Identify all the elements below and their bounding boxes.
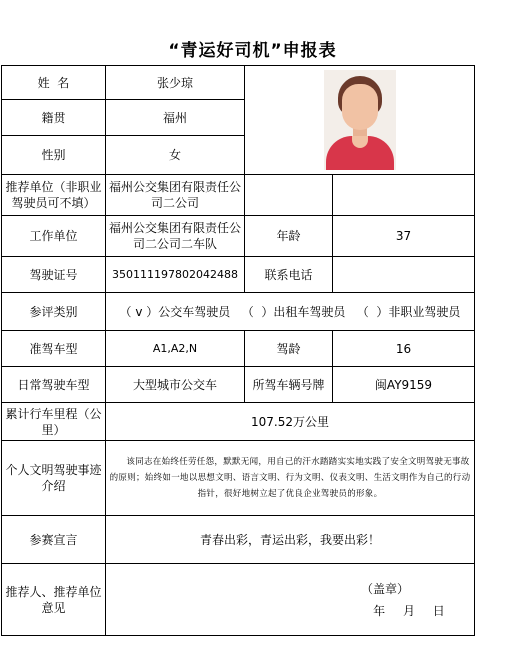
mileage-label: 累计行车里程（公里） xyxy=(2,403,106,441)
category-value: （ v ）公交车驾驶员 （ ）出租车驾驶员 （ ）非职业驾驶员 xyxy=(106,293,475,331)
intro-text xyxy=(106,441,475,516)
plate-label: 所驾车辆号牌 xyxy=(245,367,333,403)
driving-years-label: 驾龄 xyxy=(245,331,333,367)
gender-value: 女 xyxy=(106,136,245,175)
work-unit-value: 福州公交集团有限责任公司二公司二车队 xyxy=(106,216,245,257)
intro-label: 个人文明驾驶事迹介绍 xyxy=(2,441,106,516)
form-title: “青运好司机”申报表 xyxy=(168,41,337,61)
daily-vehicle-value: 大型城市公交车 xyxy=(106,367,245,403)
origin-value: 福州 xyxy=(106,100,245,136)
driving-years-value: 16 xyxy=(333,331,475,367)
intro-value: 该同志在始终任劳任怨，默默无闻，用自己的汗水踏踏实实地实践了安全文明驾驶无事故的原则；始终如一地以思想文明、语言文明、行为文明、仪表文明、生活文明作为自己的行动指针，很好地树立起了优良企业驾驶员的形象。 xyxy=(109,457,471,499)
name-value: 张少琼 xyxy=(106,66,245,100)
recommender-blank-1 xyxy=(245,175,333,216)
seal-text: （盖章） xyxy=(360,581,409,596)
category-label: 参评类别 xyxy=(2,293,106,331)
vehicle-class-value: A1,A2,N xyxy=(106,331,245,367)
application-form-table xyxy=(1,65,475,636)
plate-value: 闽AY9159 xyxy=(333,367,475,403)
phone-value xyxy=(333,257,475,293)
recommender-value: 福州公交集团有限责任公司二公司 xyxy=(106,175,245,216)
declaration-value: 青春出彩，青运出彩，我要出彩！ xyxy=(106,516,475,564)
license-value: 350111197802042488 xyxy=(106,257,245,293)
applicant-photo xyxy=(324,70,396,170)
opinion-cell xyxy=(106,564,475,636)
date-text: 年 月 日 xyxy=(373,603,445,618)
gender-label: 性别 xyxy=(2,136,106,175)
declaration-label: 参赛宣言 xyxy=(2,516,106,564)
work-unit-label: 工作单位 xyxy=(2,216,106,257)
age-label: 年龄 xyxy=(245,216,333,257)
recommender-blank-2 xyxy=(333,175,475,216)
opinion-label: 推荐人、推荐单位意见 xyxy=(2,564,106,636)
recommender-label: 推荐单位（非职业驾驶员可不填） xyxy=(2,175,106,216)
license-label: 驾驶证号 xyxy=(2,257,106,293)
phone-label: 联系电话 xyxy=(245,257,333,293)
vehicle-class-label: 准驾车型 xyxy=(2,331,106,367)
origin-label: 籍贯 xyxy=(2,100,106,136)
name-label: 姓 名 xyxy=(2,66,106,100)
age-value: 37 xyxy=(333,216,475,257)
daily-vehicle-label: 日常驾驶车型 xyxy=(2,367,106,403)
photo-cell xyxy=(245,66,475,175)
mileage-value: 107.52万公里 xyxy=(106,403,475,441)
